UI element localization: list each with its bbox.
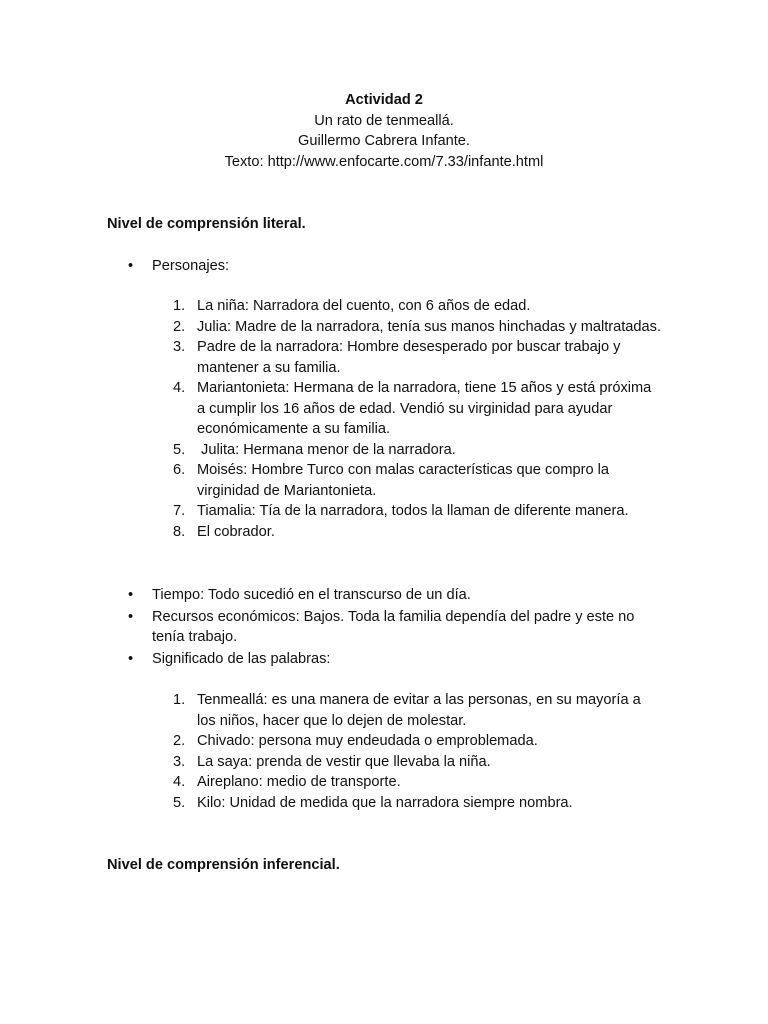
bullet-icon: •	[128, 650, 134, 667]
list-item	[173, 317, 663, 338]
list-number: 5.	[173, 794, 186, 811]
list-number: 2.	[173, 733, 186, 749]
list-number: 4.	[173, 774, 186, 790]
story-author: Guillermo Cabrera Infante.	[298, 133, 470, 149]
bullet-text: Tiempo: Todo sucedió en el transcurso de un día.	[152, 587, 471, 603]
bullet-text: Personajes:	[152, 258, 230, 274]
bullet-icon: •	[128, 608, 134, 625]
document-header	[0, 90, 768, 172]
list-number: 5.	[173, 441, 186, 458]
list-item-text: Tenmeallá: es una manera de evitar a las personas, en su mayoría a los niños, hacer que lo dejen de molestar.	[197, 692, 641, 729]
list-item	[173, 690, 663, 731]
list-item	[173, 731, 663, 752]
list-item-text: Aireplano: medio de transporte.	[197, 774, 401, 790]
section-literal-title: Nivel de comprensión literal.	[107, 216, 306, 232]
list-number: 3.	[173, 339, 186, 355]
list-item-text: La niña: Narradora del cuento, con 6 años de edad.	[197, 298, 531, 314]
list-item-text: Moisés: Hombre Turco con malas características que compro la virginidad de Mariantonieta.	[197, 462, 610, 499]
list-number: 8.	[173, 523, 186, 540]
list-item	[173, 772, 663, 793]
bullet-item	[128, 585, 668, 606]
list-item	[173, 460, 663, 501]
list-item-text: Julia: Madre de la narradora, tenía sus manos hinchadas y maltratadas.	[197, 318, 662, 335]
list-item-text: Tiamalia: Tía de la narradora, todos la llaman de diferente manera.	[197, 503, 629, 519]
section-inferential-title: Nivel de comprensión inferencial.	[107, 857, 340, 873]
list-item	[173, 440, 663, 461]
list-number: 7.	[173, 503, 186, 519]
bullet-icon: •	[128, 258, 134, 274]
bullet-item	[128, 607, 668, 648]
bullet-item	[128, 256, 668, 277]
list-item-text: La saya: prenda de vestir que llevaba la niña.	[197, 753, 491, 770]
list-item-text: Padre de la narradora: Hombre desesperado por buscar trabajo y mantener a su familia.	[197, 339, 621, 376]
list-item	[173, 501, 663, 522]
list-item	[173, 337, 663, 378]
list-item	[173, 522, 663, 543]
bullet-text: Recursos económicos: Bajos. Toda la familia dependía del padre y este no tenía trabajo.	[152, 608, 635, 645]
list-number: 1.	[173, 298, 186, 314]
list-number: 4.	[173, 380, 186, 396]
palabras-list	[173, 690, 663, 813]
list-item-text: Kilo: Unidad de medida que la narradora siempre nombra.	[197, 794, 573, 811]
bullet-text: Significado de las palabras:	[152, 650, 331, 667]
list-item-text: Chivado: persona muy endeudada o emproblemada.	[197, 733, 538, 749]
story-title: Un rato de tenmeallá.	[314, 112, 454, 129]
personajes-list	[173, 296, 663, 542]
list-item-text: El cobrador.	[197, 523, 275, 540]
list-item	[173, 296, 663, 317]
list-number: 1.	[173, 692, 186, 708]
list-item	[173, 378, 663, 440]
activity-title: Actividad 2	[345, 92, 423, 108]
bullet-item	[128, 649, 668, 670]
story-source: Texto: http://www.enfocarte.com/7.33/infante.html	[224, 153, 544, 170]
bullet-icon: •	[128, 587, 134, 603]
bullet-list-personajes	[128, 256, 668, 277]
bullet-list-details	[128, 585, 668, 669]
list-item	[173, 793, 663, 814]
list-number: 2.	[173, 318, 186, 335]
list-item-text: Julita: Hermana menor de la narradora.	[197, 441, 456, 458]
list-number: 6.	[173, 462, 186, 478]
list-item-text: Mariantonieta: Hermana de la narradora, tiene 15 años y está próxima a cumplir los 16 años de edad. Vendió su virginidad para ayudar económicamente a su familia.	[197, 380, 652, 437]
list-item	[173, 752, 663, 773]
list-number: 3.	[173, 753, 186, 770]
